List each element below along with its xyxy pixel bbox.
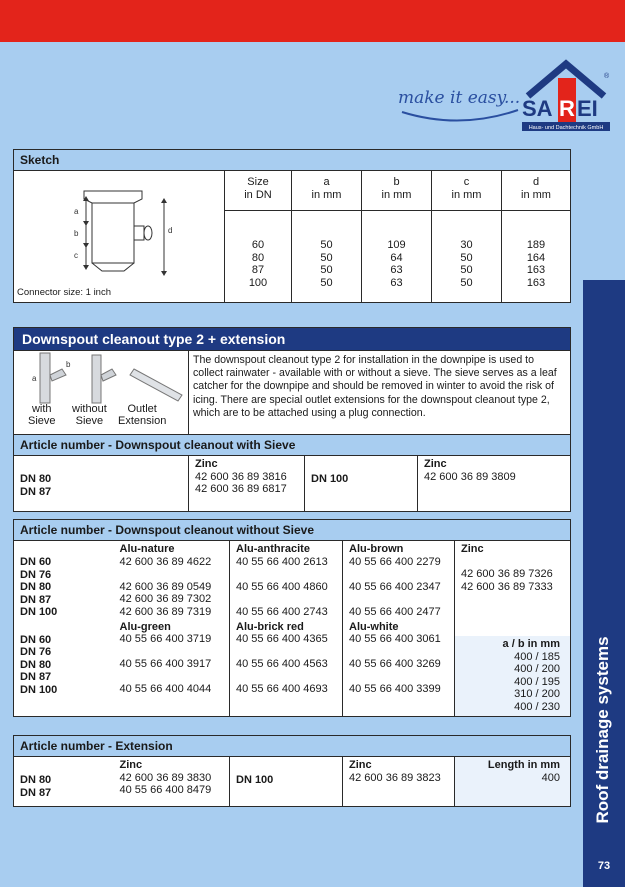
logo-r-text: R xyxy=(559,96,575,121)
col-size-values: 60 80 87 100 xyxy=(225,211,292,303)
extension-right-size: DN 100 xyxy=(230,757,343,807)
page-number: 73 xyxy=(597,860,611,872)
extension-length: Length in mm 400 xyxy=(455,757,571,807)
extension-title: Article number - Extension xyxy=(14,736,571,757)
col-a-header: a in mm xyxy=(292,171,362,211)
top-red-bar xyxy=(0,0,625,42)
with-sieve-sizes: DN 80 DN 87 xyxy=(14,456,189,512)
col-c-header: c in mm xyxy=(432,171,502,211)
col-c-values: 30 50 50 50 xyxy=(432,211,502,303)
product-title: Downspout cleanout type 2 + extension xyxy=(14,328,571,351)
product-table xyxy=(13,327,571,512)
with-sieve-right-size: DN 100 xyxy=(305,456,418,512)
logo-subtitle: Haus- und Dachtechnik GmbH xyxy=(528,125,604,131)
img-b-label: b xyxy=(66,360,71,369)
connector-note: Connector size: 1 inch xyxy=(17,287,111,298)
logo-reg-mark: ® xyxy=(604,73,610,80)
col-ab-dimensions: a / b in mm 400 / 185 400 / 200 400 / 195 310 / 200 400 / 230 xyxy=(455,636,570,716)
img-label-extension: Outlet Extension xyxy=(118,403,167,427)
with-sieve-title: Article number - Downspout cleanout with Sieve xyxy=(14,435,571,456)
col-d-header: d in mm xyxy=(502,171,571,211)
extension-table xyxy=(13,735,571,807)
img-label-without-sieve: without Sieve xyxy=(72,403,107,427)
sketch-title: Sketch xyxy=(14,150,571,171)
img-label-with-sieve: with Sieve xyxy=(28,403,56,427)
dim-d-label: d xyxy=(168,226,173,235)
dim-a-label: a xyxy=(74,207,79,216)
img-a-label: a xyxy=(32,374,37,383)
cleanout-sketch xyxy=(14,171,224,281)
extension-left-numbers: Zinc 42 600 36 89 3830 40 55 66 400 8479 xyxy=(114,757,230,807)
without-sieve-table xyxy=(13,519,571,717)
with-sieve-left-numbers: Zinc 42 600 36 89 3816 42 600 36 89 6817 xyxy=(189,456,305,512)
col-zinc-ab xyxy=(455,541,571,717)
slogan: make it easy... xyxy=(398,88,521,108)
col-alu-nature: Alu-nature 42 600 36 89 4622 42 600 36 89 0549 42 600 36 89 7302 42 600 36 89 7319 Alu-green 40 55 66 400 3719 40 55 66 400 3917 40 55 66 400 4044 xyxy=(114,541,230,717)
dim-b-label: b xyxy=(74,229,79,238)
product-description: The downspout cleanout type 2 for installation in the downpipe is used to collect rainwater - available with or without a sieve. The sieve serves as a leaf catcher for the downpipe and should be removed in winter to avoid the risk of icing. There are special outlet extensions for the downspout cleanout type 2, which are to be attached using a plug connection. xyxy=(189,351,571,435)
without-sieve-title: Article number - Downspout cleanout without Sieve xyxy=(14,520,571,541)
extension-sizes: DN 80 DN 87 xyxy=(14,757,114,807)
col-b-header: b in mm xyxy=(362,171,432,211)
logo-left-text: SA xyxy=(522,96,553,121)
extension-right-number: Zinc 42 600 36 89 3823 xyxy=(343,757,455,807)
logo-right-text: EI xyxy=(577,96,598,121)
col-alu-brown: Alu-brown 40 55 66 400 2279 40 55 66 400 2347 40 55 66 400 2477 Alu-white 40 55 66 400 3061 40 55 66 400 3269 40 55 66 400 3399 xyxy=(343,541,455,717)
slogan-swoosh xyxy=(400,108,520,128)
col-b-values: 109 64 63 63 xyxy=(362,211,432,303)
col-alu-anthracite: Alu-anthracite 40 55 66 400 2613 40 55 66 400 4860 40 55 66 400 2743 Alu-brick red 40 55 66 400 4365 40 55 66 400 4563 40 55 66 400 4693 xyxy=(230,541,343,717)
sarei-logo xyxy=(520,56,612,134)
sketch-drawing-cell xyxy=(14,171,225,303)
col-d-values: 189 164 163 163 xyxy=(502,211,571,303)
product-images xyxy=(14,351,189,435)
sketch-table xyxy=(13,149,571,303)
with-sieve-right-number: Zinc 42 600 36 89 3809 xyxy=(418,456,571,512)
col-size-header: Size in DN xyxy=(225,171,292,211)
sidebar-title: Roof drainage systems xyxy=(593,636,612,824)
block1-sizes: DN 60 DN 76 DN 80 DN 87 DN 100 DN 60 DN 76 DN 80 DN 87 DN 100 xyxy=(14,541,114,717)
product-illustrations xyxy=(14,351,188,407)
col-zinc: Zinc 42 600 36 89 7326 42 600 36 89 7333 xyxy=(461,543,553,593)
col-a-values: 50 50 50 50 xyxy=(292,211,362,303)
dim-c-label: c xyxy=(74,251,78,260)
